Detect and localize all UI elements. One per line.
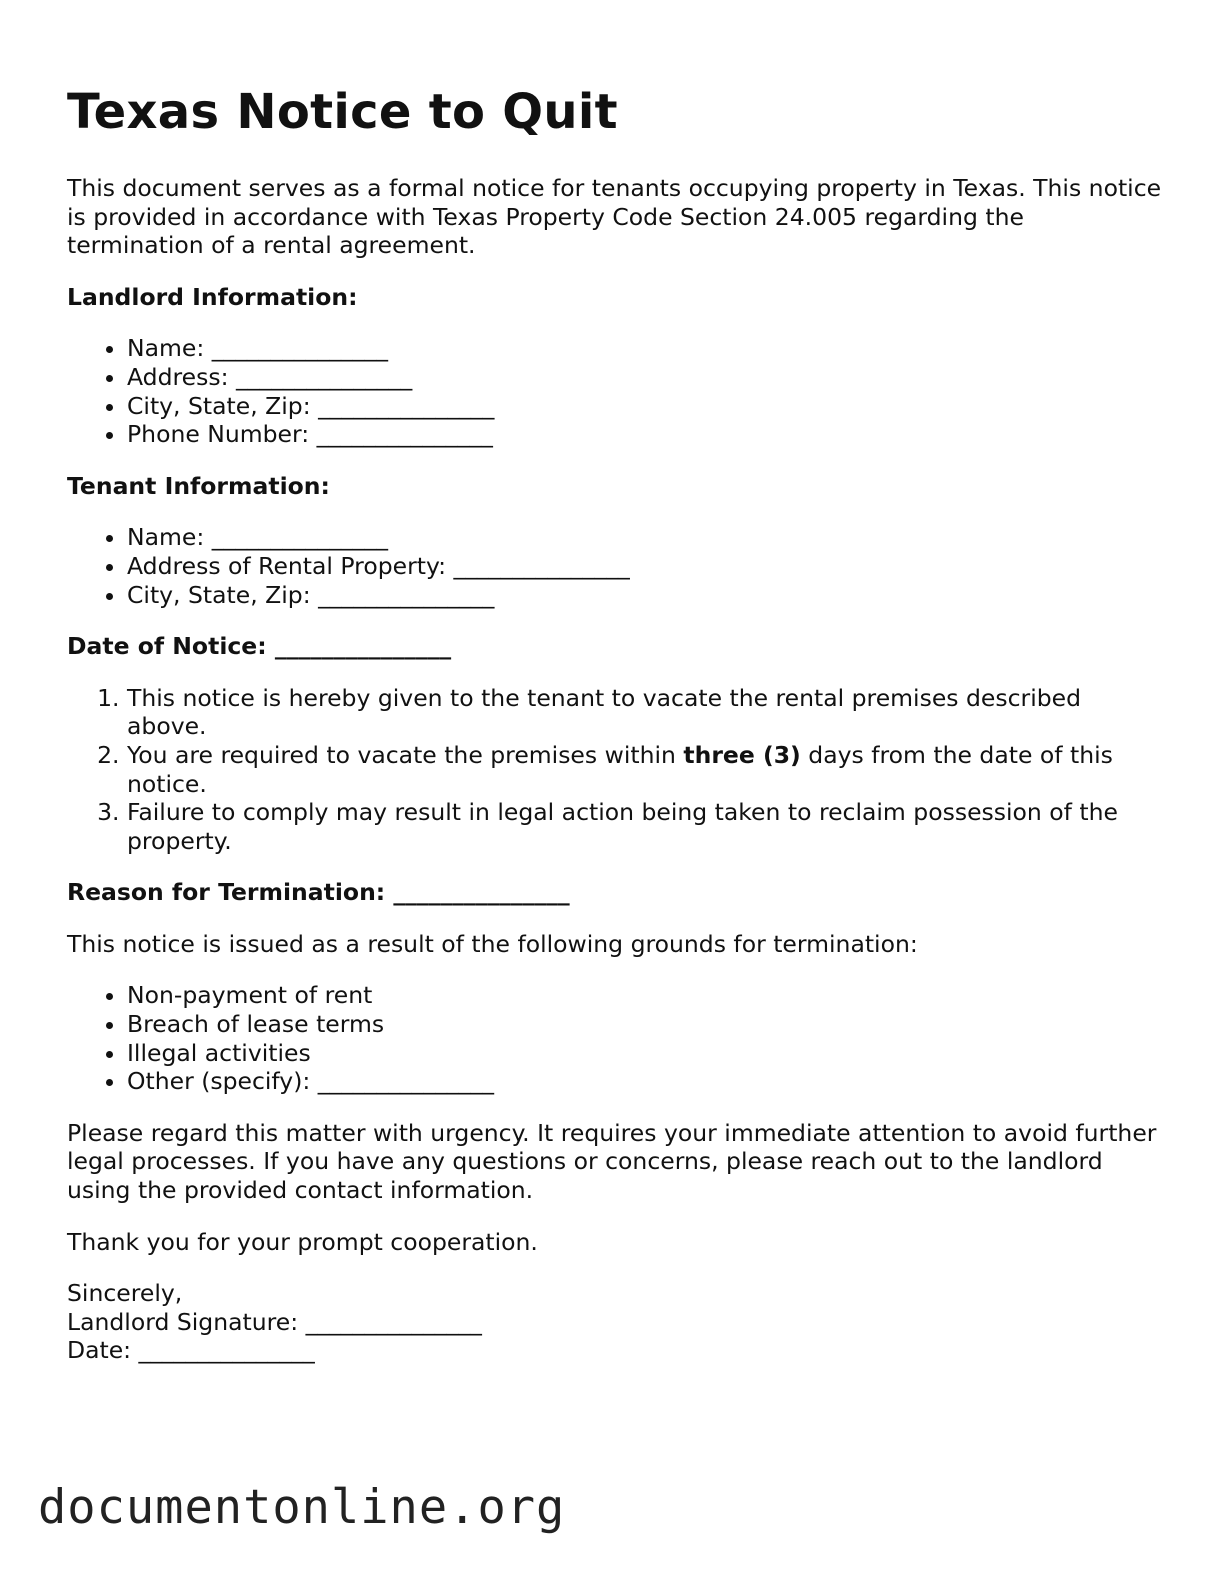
notice-term-deadline xyxy=(127,741,1167,798)
landlord-address-field: • Address: _______________ xyxy=(127,363,1167,392)
tenant-rental-address-field: • Address of Rental Property: _______________ xyxy=(127,552,1167,581)
watermark-text: documentonline.org xyxy=(38,1480,566,1535)
ground-other: • Other (specify): _______________ xyxy=(127,1067,1167,1096)
tenant-name-field: • Name: _______________ xyxy=(127,523,1167,552)
notice-terms-list xyxy=(67,684,1167,856)
landlord-phone-field: • Phone Number: _______________ xyxy=(127,420,1167,449)
date-of-notice: Date of Notice: _______________ xyxy=(67,632,452,661)
tenant-heading: Tenant Information: xyxy=(67,471,330,500)
notice-term-legal-action: 3. Failure to comply may result in legal action being taken to reclaim possession of the property. xyxy=(127,798,1167,855)
termination-grounds-list xyxy=(67,981,1167,1095)
deadline-days: three (3) xyxy=(683,740,801,769)
tenant-info-list xyxy=(67,523,1167,609)
ground-illegal: • Illegal activities xyxy=(127,1039,1167,1068)
landlord-city-state-zip-field: • City, State, Zip: _______________ xyxy=(127,392,1167,421)
closing-sincerely: Sincerely, xyxy=(67,1279,183,1308)
landlord-signature-line: Landlord Signature: _______________ xyxy=(67,1307,482,1336)
signature-date-line: Date: _______________ xyxy=(67,1336,315,1365)
deadline-text-before: You are required to vacate the premises within xyxy=(127,740,684,769)
landlord-name-field: • Name: _______________ xyxy=(127,334,1167,363)
document-title: Texas Notice to Quit xyxy=(67,84,618,140)
landlord-info-list xyxy=(67,334,1167,448)
notice-term-vacate: 1. This notice is hereby given to the tenant to vacate the rental premises described above. xyxy=(127,684,1167,741)
reason-heading: Reason for Termination: _______________ xyxy=(67,878,570,907)
thanks-paragraph: Thank you for your prompt cooperation. xyxy=(67,1227,538,1256)
landlord-heading: Landlord Information: xyxy=(67,282,358,311)
intro-paragraph: This document serves as a formal notice for tenants occupying property in Texas. This notice is provided in accordance with Texas Property Code Section 24.005 regarding the termination of a rental agreement. xyxy=(67,174,1162,260)
urgency-paragraph: Please regard this matter with urgency. It requires your immediate attention to avoid further legal processes. If you have any questions or concerns, please reach out to the landlord using the provided contact information. xyxy=(67,1118,1157,1205)
document-page xyxy=(67,82,1167,1365)
tenant-city-state-zip-field: • City, State, Zip: _______________ xyxy=(127,581,1167,610)
ground-nonpayment: • Non-payment of rent xyxy=(127,981,1167,1010)
ground-breach: • Breach of lease terms xyxy=(127,1010,1167,1039)
deadline-text-after: days from the date of this notice. xyxy=(127,740,1113,798)
reason-lead: This notice is issued as a result of the following grounds for termination: xyxy=(67,929,918,958)
